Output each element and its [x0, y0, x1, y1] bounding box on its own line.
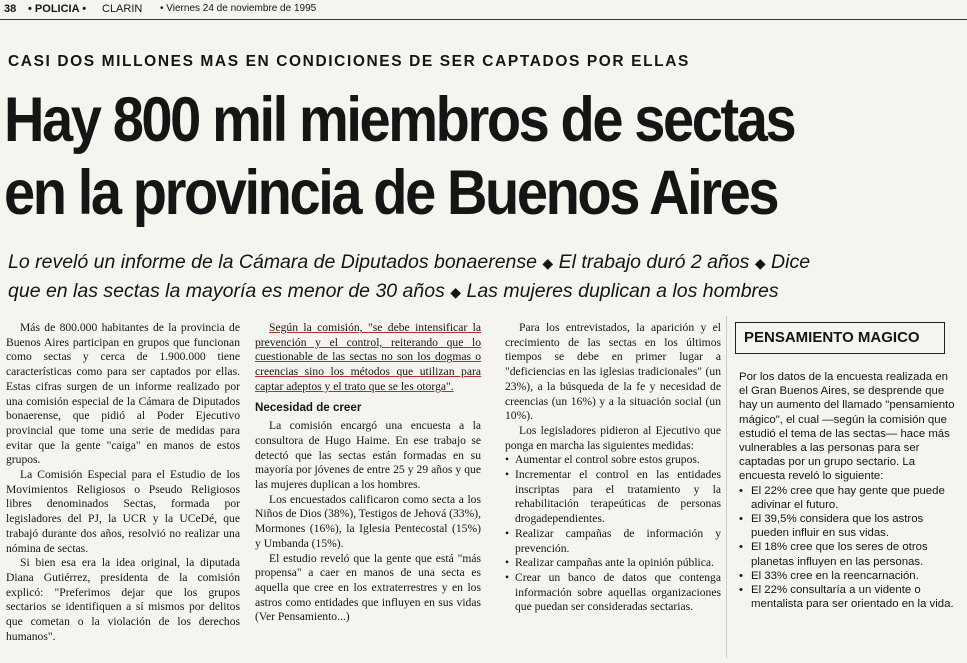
- article-column-1: [6, 321, 240, 644]
- headline-line-1: Hay 800 mil miembros de sectas: [4, 83, 795, 155]
- kicker: CASI DOS MILLONES MAS EN CONDICIONES DE SER CAPTADOS POR ELLAS: [8, 53, 690, 70]
- article-column-2: [255, 321, 481, 625]
- paragraph: Los legisladores pidieron al Ejecutivo que ponga en marcha las siguientes medidas:: [505, 423, 721, 452]
- article-column-3: [505, 321, 721, 615]
- headline-line-2: en la provincia de Buenos Aires: [4, 156, 778, 228]
- list-item: • Realizar campañas ante la opinión pública.: [505, 556, 721, 571]
- list-item: • El 18% cree que los seres de otros planetas influyen en las personas.: [739, 540, 959, 568]
- list-item: • Realizar campañas de información y prevención.: [505, 527, 721, 556]
- list-item: • Aumentar el control sobre estos grupos.: [505, 453, 721, 468]
- paragraph: Si bien esa era la idea original, la diputada Diana Gutiérrez, presidenta de la comisión explicó: "Preferimos dejar que los grupos sectarios se identifiquen a sí mismos por delitos que cometan o la violación de los derechos humanos".: [6, 556, 240, 643]
- sidebar-intro: Por los datos de la encuesta realizada en el Gran Buenos Aires, se desprende que hay un aumento del llamado "pensamiento mágico", el cual —según la comisión que estudió el tema de las sectas— hace más vulnerables a las personas para ser captadas por un grupo sectario. La encuesta reveló lo siguiente:: [739, 371, 955, 483]
- list-item: • El 22% cree que hay gente que puede adivinar el futuro.: [739, 484, 959, 512]
- paragraph: La Comisión Especial para el Estudio de los Movimientos Religiosos o Pseudo Religiosos libres denominados Sectas, formada por legisladores del PJ, la UCR y la UCeDé, que trabajó durante dos años, resolvió no realizar una nómina de sectas.: [6, 468, 240, 555]
- paragraph: Los encuestados calificaron como secta a los Niños de Dios (38%), Testigos de Jehová (33%), Mormones (16%), la Iglesia Pentecostal (15%) y Umbanda (15%).: [255, 492, 481, 550]
- paragraph: La comisión encargó una encuesta a la consultora de Hugo Haime. En ese trabajo se detectó que las sectas están formadas en su mayoría por jóvenes de entre 25 y 29 años y que las mujeres duplican a los hombres.: [255, 419, 481, 492]
- subheading: Necesidad de creer: [255, 400, 362, 414]
- section-name: • POLICIA •: [28, 3, 87, 15]
- list-item: • Crear un banco de datos que contenga información sobre aquellas organizaciones que puedan ser consideradas sectarias.: [505, 571, 721, 615]
- sidebar-body: [739, 370, 959, 611]
- sidebar-title: PENSAMIENTO MAGICO: [735, 322, 945, 354]
- paragraph-quote: Según la comisión, "se debe intensificar la prevención y el control, reiterando que lo cuestionable de las sectas no son los dogmas o creencias sino los métodos que utilizan para captar adeptos y el trato que se les otorga".: [255, 321, 481, 393]
- deck-line-1: Lo reveló un informe de la Cámara de Diputados bonaerense ◆ El trabajo duró 2 años ◆ Dice: [8, 251, 811, 273]
- list-item: • El 33% cree en la reencarnación.: [739, 569, 959, 583]
- list-item: • El 22% consultaría a un vidente o mentalista para ser orientado en la vida.: [739, 583, 959, 611]
- header-rule: [0, 19, 967, 20]
- publication-name: CLARIN: [102, 3, 143, 15]
- deck-line-2: que en las sectas la mayoría es menor de 30 años ◆ Las mujeres duplican a los hombres: [8, 280, 779, 302]
- sidebar-box: [729, 322, 962, 658]
- paragraph: Más de 800.000 habitantes de la provincia de Buenos Aires participan en grupos que funcionan como sectas y cerca de 1.900.000 tiene características como para ser captados por ellas. Estas cifras surgen de un informe realizado por una comisión especial de la Cámara de Diputados bonaerense, que pidió al Poder Ejecutivo provincial que tome una serie de medidas para evitar que la gente "caiga" en manos de estos grupos.: [6, 321, 240, 467]
- page-header: [0, 0, 967, 18]
- paragraph: El estudio reveló que la gente que está "más propensa" a caer en manos de una secta es aquella que cree en los extraterrestres y en los astros como entidades que influyen en sus vidas (Ver Pensamiento...): [255, 551, 481, 624]
- page-number: 38: [4, 3, 17, 15]
- paragraph: Para los entrevistados, la aparición y el crecimiento de las sectas en los últimos tiempos se debe en primer lugar a "deficiencias en las iglesias tradicionales" (un 23%), a la búsqueda de la fe y necesidad de creencias (un 16%) y a la situación social (un 10%).: [505, 321, 721, 423]
- list-item: • Incrementar el control en las entidades inscriptas para el tratamiento y la rehabilitación terapeúticas de personas drogadependientes.: [505, 468, 721, 527]
- measures-list: [505, 453, 721, 615]
- list-item: • El 39,5% considera que los astros pueden influir en sus vidas.: [739, 512, 959, 540]
- column-divider: [726, 316, 727, 658]
- survey-results-list: [739, 484, 959, 612]
- publication-date: • Viernes 24 de noviembre de 1995: [160, 3, 317, 14]
